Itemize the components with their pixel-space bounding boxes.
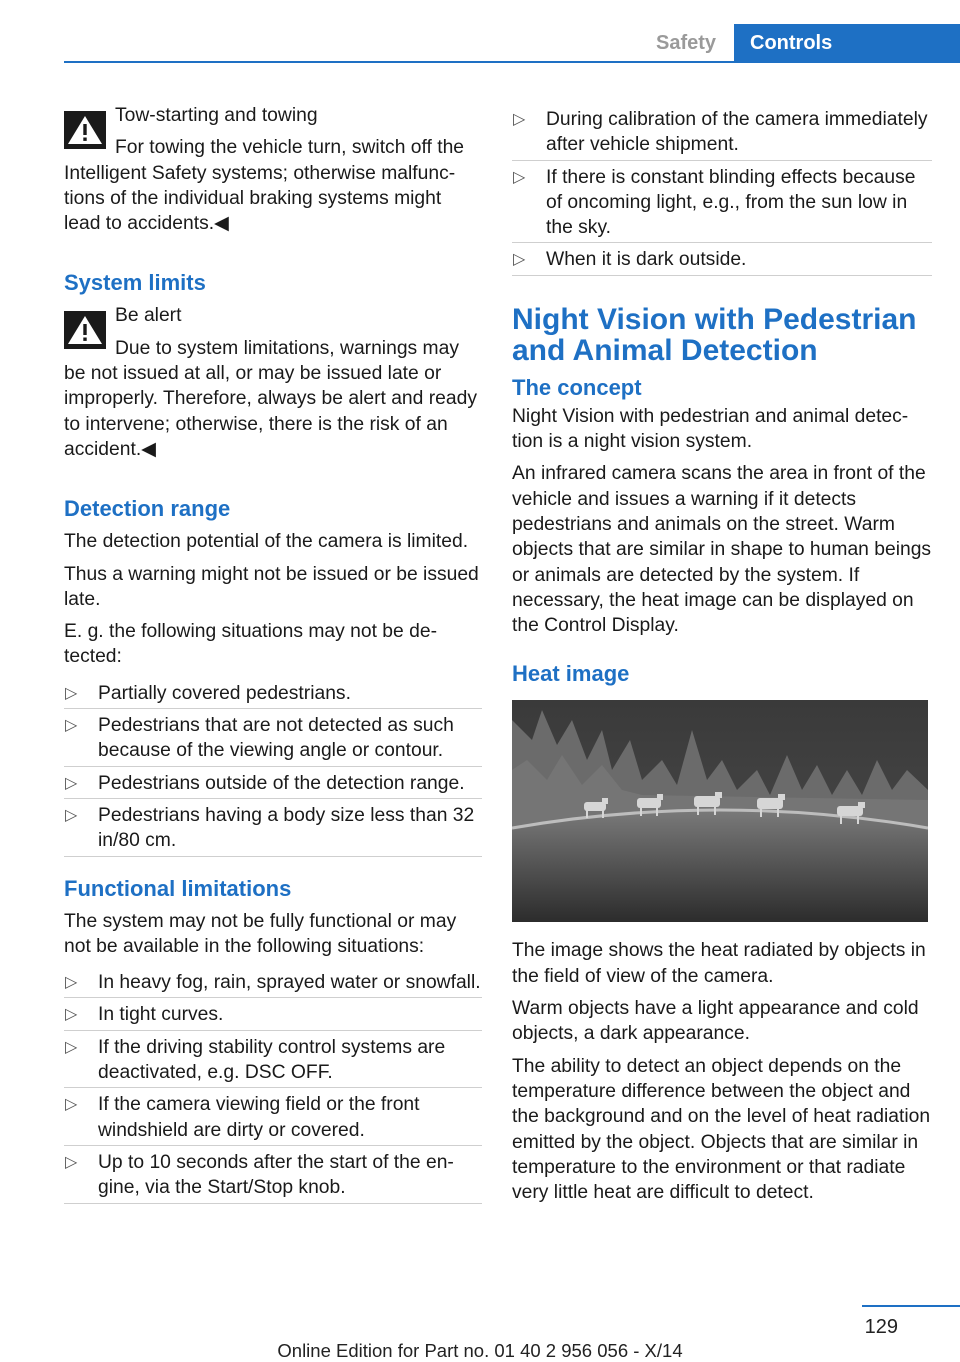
list-item-text: Pedestrians that are not detected as such because of the viewing angle or contour. bbox=[98, 715, 454, 762]
list-item bbox=[512, 243, 932, 275]
warning-triangle-icon bbox=[64, 311, 106, 349]
list-item-text: If the driving stability control systems are deactivated, e.g. DSC OFF. bbox=[98, 1036, 446, 1084]
warning-title: Tow-starting and towing bbox=[115, 105, 318, 126]
triangle-bullet-icon: ▷ bbox=[65, 1153, 78, 1171]
functional-paragraph: The system may not be fully functional or may not be available in the following situations: bbox=[64, 910, 457, 957]
list-item bbox=[64, 966, 482, 998]
triangle-bullet-icon: ▷ bbox=[513, 168, 526, 186]
list-item bbox=[64, 709, 482, 767]
footer-rule bbox=[862, 1305, 960, 1307]
list-item bbox=[64, 1146, 482, 1204]
section-title: Night Vision with Pedestrian and Animal Detection bbox=[512, 302, 917, 367]
list-item-text: Pedestrians outside of the detection range. bbox=[98, 772, 465, 794]
triangle-bullet-icon: ▷ bbox=[65, 1096, 78, 1114]
triangle-bullet-icon: ▷ bbox=[65, 684, 78, 702]
concept-heading: The concept bbox=[512, 374, 642, 400]
warning-title: Be alert bbox=[115, 305, 182, 327]
heat-image-heading: Heat image bbox=[512, 661, 630, 687]
warning-box-towing bbox=[64, 103, 482, 243]
detection-paragraph: E. g. the following situations may not be detected: bbox=[64, 621, 437, 668]
triangle-bullet-icon: ▷ bbox=[65, 1038, 78, 1056]
detection-paragraph: Thus a warning might not be issued or be issued late. bbox=[64, 563, 479, 610]
list-item-text: When it is dark outside. bbox=[546, 249, 747, 271]
triangle-bullet-icon: ▷ bbox=[513, 111, 526, 128]
triangle-bullet-icon: ▷ bbox=[513, 251, 526, 269]
page-number: 129 bbox=[864, 1316, 898, 1338]
list-item bbox=[64, 1031, 482, 1089]
list-item bbox=[64, 677, 482, 709]
tab-controls: Controls bbox=[734, 24, 960, 62]
header-rule bbox=[64, 61, 960, 63]
list-item-text: If the camera viewing field or the front windshield are dirty or covered. bbox=[98, 1094, 420, 1141]
list-item bbox=[64, 998, 482, 1030]
heat-paragraph: The image shows the heat radiated by objects in the field of view of the camera. bbox=[512, 940, 926, 987]
triangle-bullet-icon: ▷ bbox=[65, 717, 78, 735]
list-item-text: In heavy fog, rain, sprayed water or snowfall. bbox=[98, 972, 481, 994]
left-column bbox=[64, 103, 482, 1222]
warning-box-alert bbox=[64, 303, 482, 469]
triangle-bullet-icon: ▷ bbox=[65, 774, 78, 792]
detection-range-heading: Detection range bbox=[64, 496, 231, 522]
concept-paragraph: An infrared camera scans the area in front of the vehicle and issues a warning if it detects pedestrians and animals on the street. Warm objects that are similar in shape to human beings or animals are detected by the system. If necessary, the heat image can be displayed on the Control Display. bbox=[512, 463, 932, 637]
list-item-text: If there is constant blinding effects because of oncoming light, e.g., from the sun low in the sky. bbox=[546, 166, 916, 239]
triangle-bullet-icon: ▷ bbox=[65, 1006, 78, 1024]
list-item bbox=[512, 161, 932, 244]
list-item-text: Pedestrians having a body size less than 32 in/80 cm. bbox=[98, 804, 475, 852]
situation-list bbox=[512, 103, 932, 276]
footer-edition: Online Edition for Part no. 01 40 2 956 056 - X/14 bbox=[277, 1340, 683, 1361]
list-item-text: Partially covered pedestrians. bbox=[98, 682, 351, 704]
functional-limitations-heading: Functional limitations bbox=[64, 875, 292, 901]
heat-paragraph: Warm objects have a light appearance and cold objects, a dark appearance. bbox=[512, 998, 919, 1045]
list-item bbox=[64, 1088, 482, 1146]
triangle-bullet-icon: ▷ bbox=[65, 974, 78, 992]
detection-paragraph: The detection potential of the camera is limited. bbox=[64, 531, 469, 553]
list-item bbox=[64, 799, 482, 857]
triangle-bullet-icon: ▷ bbox=[65, 806, 78, 824]
warning-text: For towing the vehicle turn, switch off the Intelligent Safety systems; otherwise malfunctions of the individual braking systems might lead to accidents.◀ bbox=[64, 137, 465, 235]
heat-image bbox=[512, 700, 928, 922]
system-limits-heading: System limits bbox=[64, 270, 206, 296]
list-item-text: During calibration of the camera immediately after vehicle shipment. bbox=[546, 109, 928, 156]
list-item-text: Up to 10 seconds after the start of the engine, via the Start/Stop knob. bbox=[98, 1151, 454, 1199]
warning-triangle-icon bbox=[64, 111, 106, 149]
detection-list bbox=[64, 677, 482, 857]
warning-text: Due to system limitations, warnings may be not issued at all, or may be issued late or improperly. Therefore, always be alert and ready to intervene; otherwise, there is the risk of an accident.◀ bbox=[64, 337, 477, 460]
functional-list bbox=[64, 966, 482, 1203]
right-column bbox=[512, 103, 932, 1212]
list-item bbox=[512, 103, 932, 161]
concept-paragraph: Night Vision with pedestrian and animal detection is a night vision system. bbox=[512, 405, 909, 453]
list-item bbox=[64, 767, 482, 799]
heat-paragraph: The ability to detect an object depends on the temperature difference between the object and the background and on the level of heat radiation emitted by the object. Objects that are similar in temperature to the environment or that radiate very little heat are difficult to detect. bbox=[512, 1055, 931, 1204]
tab-safety: Safety bbox=[655, 31, 717, 54]
header-tabs bbox=[638, 24, 960, 62]
list-item-text: In tight curves. bbox=[98, 1004, 224, 1026]
